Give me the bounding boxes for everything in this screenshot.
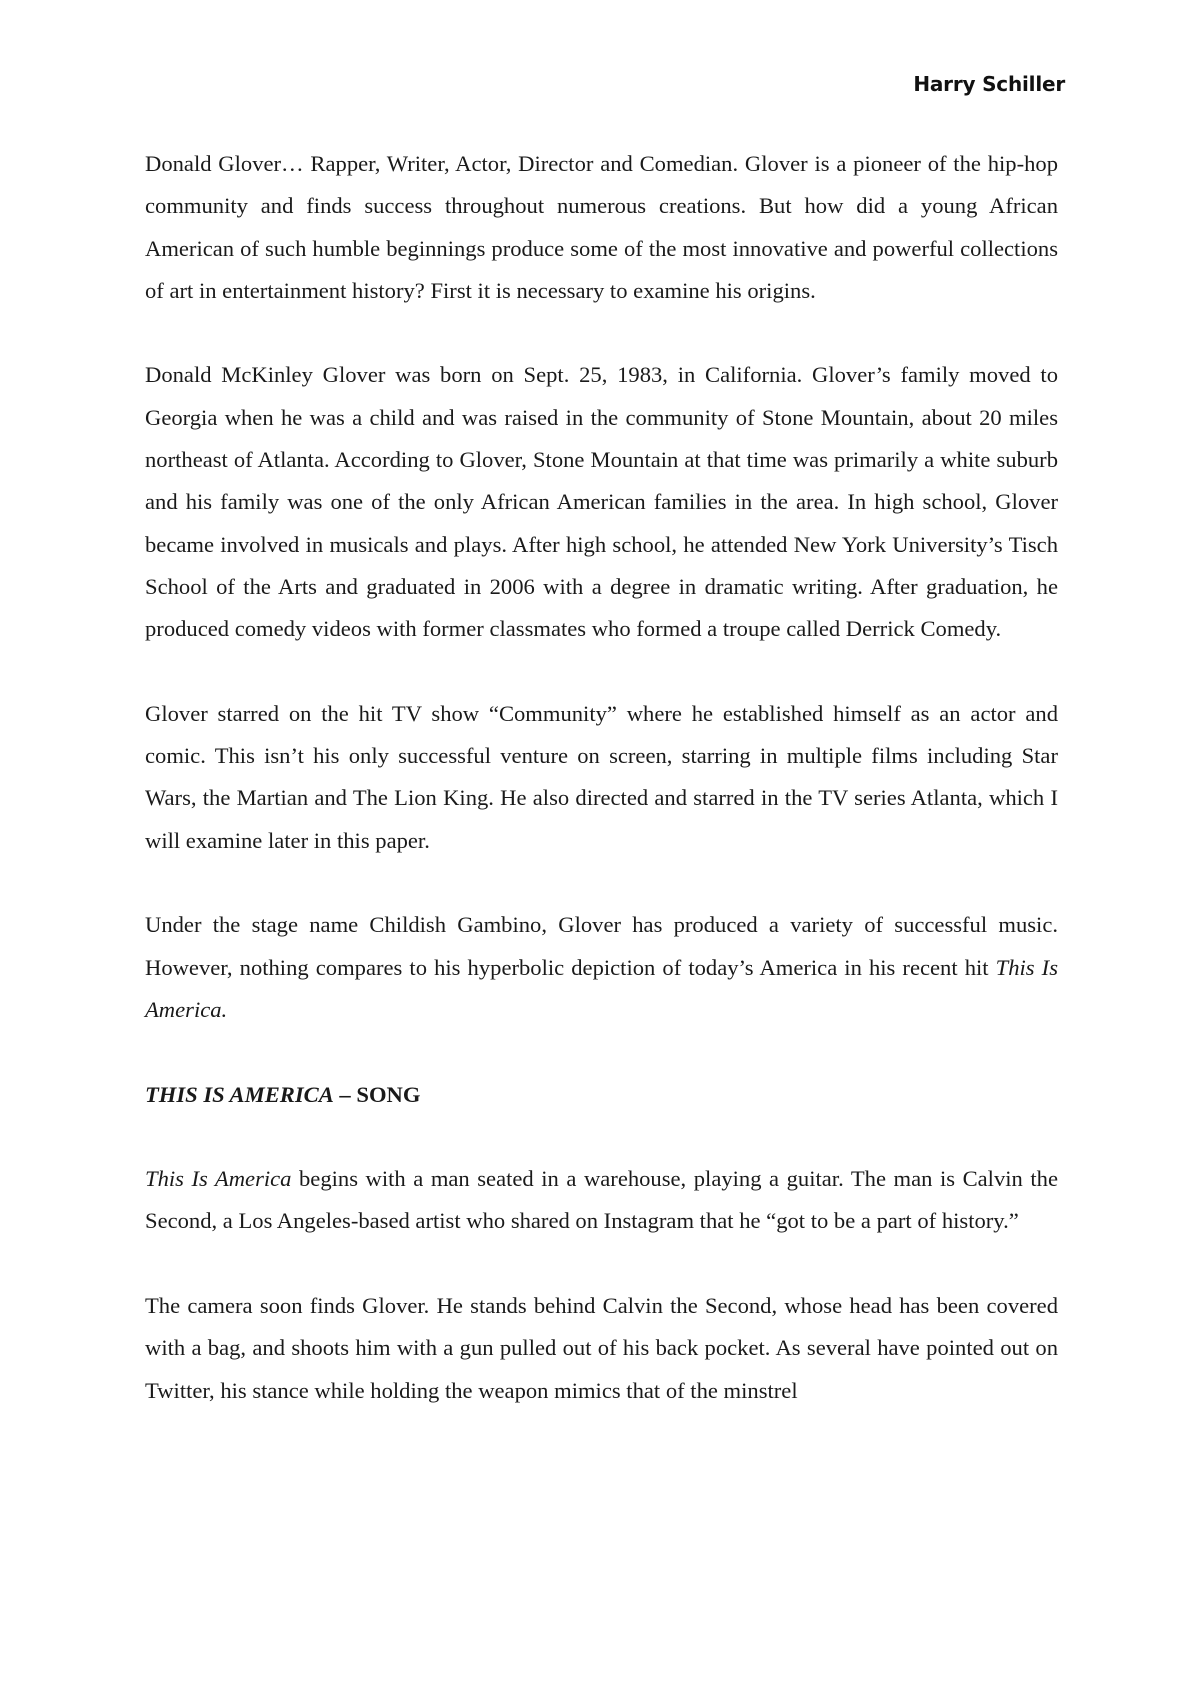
author-header: Harry Schiller bbox=[913, 72, 1065, 96]
section-heading bbox=[145, 1074, 1058, 1116]
song-opening-text: begins with a man seated in a warehouse, playing a guitar. The man is Calvin the Second, a Los Angeles-based artist who shared on Instagram that he “got to be a part of history.” bbox=[145, 1166, 1058, 1234]
music-career-text: Under the stage name Childish Gambino, Glover has produced a variety of successful music. However, nothing compares to his hyperbolic depiction of today’s America in his recent hit bbox=[145, 912, 1058, 980]
song-opening-title-italic: This Is America bbox=[145, 1166, 292, 1192]
section-heading-title: THIS IS AMERICA bbox=[145, 1081, 334, 1107]
song-title-italic: This Is America. bbox=[145, 954, 1058, 1022]
paragraph-acting-career: Glover starred on the hit TV show “Community” where he established himself as an actor and comic. This isn’t his only successful venture on screen, starring in multiple films including Star Wars, the Martian and The Lion King. He also directed and starred in the TV series Atlanta, which I will examine later in this paper. bbox=[145, 700, 1058, 853]
paragraph-intro: Donald Glover… Rapper, Writer, Actor, Director and Comedian. Glover is a pioneer of the hip-hop community and finds success throughout numerous creations. But how did a young African American of such humble beginnings produce some of the most innovative and powerful collections of art in entertainment history? First it is necessary to examine his origins. bbox=[145, 151, 1058, 303]
paragraph-song-opening bbox=[145, 1158, 1058, 1243]
document-body bbox=[145, 143, 1058, 1454]
paragraph-biography: Donald McKinley Glover was born on Sept. 25, 1983, in California. Glover’s family moved to Georgia when he was a child and was raised in the community of Stone Mountain, about 20 miles northeast of Atlanta. According to Glover, Stone Mountain at that time was primarily a white suburb and his family was one of the only African American families in the area. In high school, Glover became involved in musicals and plays. After high school, he attended New York University’s Tisch School of the Arts and graduated in 2006 with a degree in dramatic writing. After graduation, he produced comedy videos with former classmates who formed a troupe called Derrick Comedy. bbox=[145, 362, 1058, 642]
section-heading-suffix: – SONG bbox=[333, 1081, 421, 1107]
paragraph-camera-scene: The camera soon finds Glover. He stands behind Calvin the Second, whose head has been covered with a bag, and shoots him with a gun pulled out of his back pocket. As several have pointed out on Twitter, his stance while holding the weapon mimics that of the minstrel bbox=[145, 1293, 1058, 1403]
paragraph-music-career bbox=[145, 904, 1058, 1031]
